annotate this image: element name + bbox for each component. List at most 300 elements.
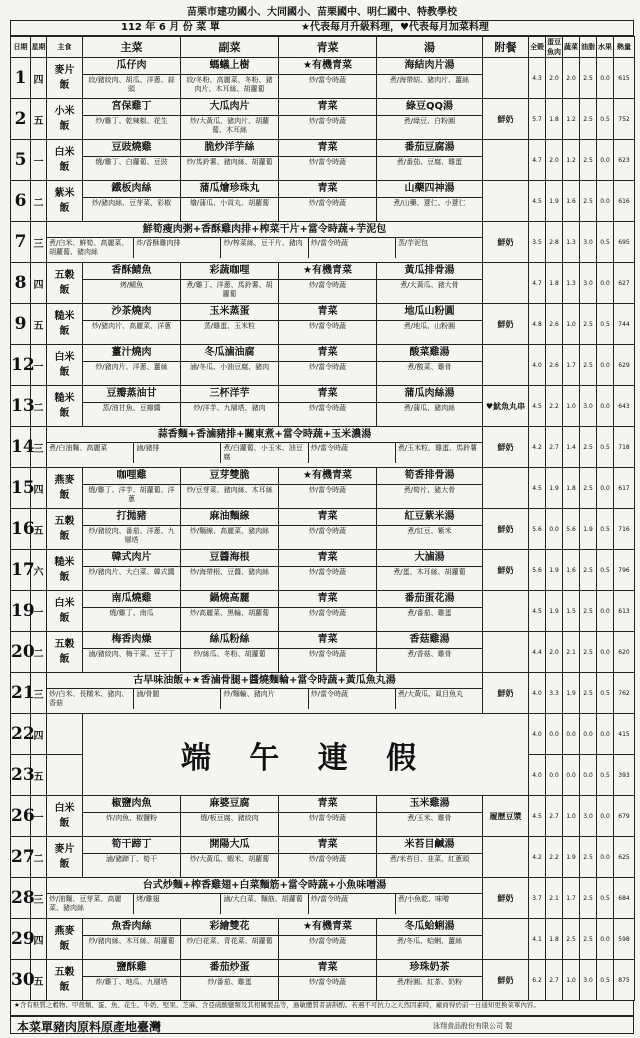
nutrition-value: 415 bbox=[614, 714, 635, 755]
table-row bbox=[11, 140, 635, 181]
nutrition-value: 0.0 bbox=[563, 755, 580, 796]
soup-dish-cell bbox=[377, 837, 483, 878]
side-dish-ingredients: 蒸/雞蛋、玉米粒 bbox=[203, 322, 256, 330]
side-dish-name: 鍋燒高麗 bbox=[181, 591, 278, 608]
nutrition-value: 1.9 bbox=[546, 550, 563, 591]
row-extra: 鮮奶 bbox=[483, 304, 529, 345]
soup-dish-ingredients: 煮/番茄、豆腐、雞蛋 bbox=[396, 158, 463, 166]
vegetable-dish-name: 青菜 bbox=[279, 796, 376, 813]
soup-dish-name: 酸菜雞湯 bbox=[377, 345, 482, 362]
special-meal-cell bbox=[47, 222, 483, 263]
side-dish-name: 番茄炒蛋 bbox=[181, 960, 278, 977]
soup-dish-ingredients: 煮/綠豆、白粉圓 bbox=[403, 117, 456, 125]
main-dish-cell bbox=[83, 632, 181, 673]
soup-dish-ingredients: 煮/冬瓜、蛤蜊、薑絲 bbox=[396, 937, 463, 945]
vegetable-dish-cell bbox=[279, 509, 377, 550]
side-dish-cell bbox=[181, 960, 279, 1001]
side-dish-name: 彩繪雙花 bbox=[181, 919, 278, 936]
special-meal-cell bbox=[47, 878, 483, 919]
main-dish-ingredients: 滷/豬絞肉、梅干菜、豆干丁 bbox=[88, 650, 175, 658]
main-dish-ingredients: 炒/豬絞肉、番茄、洋蔥、九層塔 bbox=[88, 527, 175, 544]
nutrition-value: 0.5 bbox=[597, 673, 614, 714]
row-extra: 鮮奶 bbox=[483, 427, 529, 468]
vegetable-dish-name: ★有機青菜 bbox=[279, 58, 376, 75]
nutrition-value: 875 bbox=[614, 960, 635, 1001]
special-ingredient: 蒸/芋泥包 bbox=[397, 239, 429, 247]
nutrition-value: 0.5 bbox=[597, 99, 614, 140]
side-dish-ingredients: 炒/海帶根、豆醬、豬肉絲 bbox=[189, 568, 270, 576]
nutrition-value: 4.1 bbox=[529, 919, 546, 960]
soup-dish-cell bbox=[377, 140, 483, 181]
soup-dish-cell bbox=[377, 263, 483, 304]
row-weekday: 一 bbox=[31, 591, 47, 632]
nutrition-value: 0.0 bbox=[597, 140, 614, 181]
nutrition-value: 1.3 bbox=[563, 263, 580, 304]
nutrition-value: 0.0 bbox=[597, 796, 614, 837]
vegetable-dish-ingredients: 炒/當令時蔬 bbox=[308, 650, 347, 658]
main-dish-name: 鹽酥雞 bbox=[83, 960, 180, 977]
nutrition-value: 1.6 bbox=[563, 550, 580, 591]
main-dish-ingredients: 滷/豬蹄丁、筍干 bbox=[105, 855, 158, 863]
side-dish-cell bbox=[181, 919, 279, 960]
nutrition-value: 2.0 bbox=[546, 58, 563, 99]
col-nut-veg: 蔬菜 bbox=[563, 37, 580, 58]
col-staple: 主食 bbox=[47, 37, 83, 58]
side-dish-ingredients: 炒/洋芋、九層塔、豬肉 bbox=[193, 404, 266, 412]
row-weekday: 二 bbox=[31, 837, 47, 878]
nutrition-value: 2.5 bbox=[580, 878, 597, 919]
vegetable-dish-name: ★有機青菜 bbox=[279, 263, 376, 280]
side-dish-cell bbox=[181, 345, 279, 386]
row-weekday: 五 bbox=[31, 99, 47, 140]
main-dish-cell bbox=[83, 99, 181, 140]
nutrition-value: 4.5 bbox=[529, 468, 546, 509]
main-dish-ingredients: 烤/鯖魚 bbox=[119, 281, 144, 289]
row-staple: 糙米飯 bbox=[47, 550, 83, 591]
nutrition-value: 1.8 bbox=[546, 263, 563, 304]
special-ingredient: 炸/香酥雞肉排 bbox=[134, 238, 221, 258]
nutrition-value: 5.6 bbox=[529, 509, 546, 550]
col-veg: 青菜 bbox=[279, 37, 377, 58]
main-dish-name: 豆豉燒雞 bbox=[83, 140, 180, 157]
table-row bbox=[11, 837, 635, 878]
vegetable-dish-cell bbox=[279, 550, 377, 591]
vegetable-dish-ingredients: 炒/當令時蔬 bbox=[308, 363, 347, 371]
table-row bbox=[11, 509, 635, 550]
row-date: 30 bbox=[11, 960, 31, 1001]
nutrition-value: 5.6 bbox=[563, 509, 580, 550]
vegetable-dish-name: 青菜 bbox=[279, 345, 376, 362]
menu-table bbox=[10, 36, 635, 1001]
row-extra: 履歷豆漿 bbox=[483, 796, 529, 837]
row-extra: 鮮奶 bbox=[483, 222, 529, 263]
nutrition-value: 2.0 bbox=[546, 632, 563, 673]
soup-dish-name: 珍珠奶茶 bbox=[377, 960, 482, 977]
vegetable-dish-name: 青菜 bbox=[279, 140, 376, 157]
menu-legend: ★代表每月升級料理，♥代表每月加菜料理 bbox=[301, 22, 489, 33]
row-date: 1 bbox=[11, 58, 31, 99]
col-date: 日期 bbox=[11, 37, 31, 58]
vegetable-dish-name: 青菜 bbox=[279, 509, 376, 526]
col-nut-protein: 蛋豆魚肉 bbox=[547, 38, 561, 56]
main-dish-ingredients: 蒸/油甘魚、豆瓣醬 bbox=[102, 404, 161, 412]
side-dish-cell bbox=[181, 386, 279, 427]
company-name: 泳翔食品股份有限公司 製 bbox=[433, 1022, 513, 1030]
row-date: 9 bbox=[11, 304, 31, 345]
special-meal-cell bbox=[47, 673, 483, 714]
col-side: 副菜 bbox=[181, 37, 279, 58]
nutrition-value: 1.8 bbox=[563, 468, 580, 509]
nutrition-value: 2.5 bbox=[580, 837, 597, 878]
nutrition-value: 3.3 bbox=[546, 673, 563, 714]
nutrition-value: 1.7 bbox=[563, 878, 580, 919]
main-dish-cell bbox=[83, 550, 181, 591]
nutrition-value: 0.0 bbox=[597, 468, 614, 509]
soup-dish-name: 海結肉片湯 bbox=[377, 58, 482, 75]
soup-dish-cell bbox=[377, 796, 483, 837]
nutrition-value: 1.2 bbox=[563, 140, 580, 181]
row-staple: 麥片飯 bbox=[47, 837, 83, 878]
soup-dish-cell bbox=[377, 550, 483, 591]
side-dish-cell bbox=[181, 632, 279, 673]
row-extra: 鮮奶 bbox=[483, 878, 529, 919]
side-dish-name: 冬瓜滷油腐 bbox=[181, 345, 278, 362]
side-dish-name: 彩蔬咖哩 bbox=[181, 263, 278, 280]
main-dish-cell bbox=[83, 304, 181, 345]
soup-dish-cell bbox=[377, 591, 483, 632]
nutrition-value: 1.5 bbox=[563, 591, 580, 632]
main-dish-ingredients: 絞/豬絞肉、胡瓜、洋蔥、蒜頭 bbox=[88, 76, 175, 93]
nutrition-value: 0.0 bbox=[597, 386, 614, 427]
nutrition-value: 0.5 bbox=[597, 550, 614, 591]
nutrition-value: 2.5 bbox=[580, 427, 597, 468]
table-row bbox=[11, 345, 635, 386]
nutrition-value: 629 bbox=[614, 345, 635, 386]
nutrition-value: 2.1 bbox=[563, 632, 580, 673]
nutrition-value: 1.6 bbox=[563, 181, 580, 222]
row-date: 22 bbox=[11, 714, 31, 755]
vegetable-dish-ingredients: 炒/當令時蔬 bbox=[308, 199, 347, 207]
title-bar bbox=[10, 20, 634, 36]
table-row bbox=[11, 878, 635, 919]
special-meal-ingredients bbox=[47, 238, 482, 258]
table-row bbox=[11, 632, 635, 673]
nutrition-value: 643 bbox=[614, 386, 635, 427]
nutrition-value: 1.3 bbox=[563, 222, 580, 263]
nutrition-value: 616 bbox=[614, 181, 635, 222]
nutrition-value: 617 bbox=[614, 468, 635, 509]
vegetable-dish-ingredients: 炒/當令時蔬 bbox=[308, 568, 347, 576]
nutrition-value: 2.5 bbox=[580, 99, 597, 140]
side-dish-cell bbox=[181, 837, 279, 878]
special-ingredient: 煮/白米、鮮筍、高麗菜、胡蘿蔔、豬肉絲 bbox=[47, 238, 134, 258]
table-row bbox=[11, 550, 635, 591]
row-weekday: 一 bbox=[31, 796, 47, 837]
main-dish-name: 椒鹽肉魚 bbox=[83, 796, 180, 813]
row-weekday: 三 bbox=[31, 427, 47, 468]
main-dish-ingredients: 燒/雞丁、白蘿蔔、豆豉 bbox=[95, 158, 168, 166]
nutrition-value: 2.7 bbox=[546, 796, 563, 837]
soup-dish-ingredients: 煮/地瓜、山粉圓 bbox=[403, 322, 456, 330]
row-date: 27 bbox=[11, 837, 31, 878]
nutrition-value: 2.5 bbox=[580, 632, 597, 673]
nutrition-value: 1.0 bbox=[563, 304, 580, 345]
main-dish-cell bbox=[83, 796, 181, 837]
row-weekday: 二 bbox=[31, 181, 47, 222]
side-dish-cell bbox=[181, 550, 279, 591]
vegetable-dish-name: 青菜 bbox=[279, 591, 376, 608]
special-ingredient: 炒/當令時蔬 bbox=[309, 238, 396, 258]
nutrition-value: 2.5 bbox=[580, 304, 597, 345]
vegetable-dish-name: ★有機青菜 bbox=[279, 919, 376, 936]
vegetable-dish-ingredients: 炒/當令時蔬 bbox=[308, 527, 347, 535]
main-dish-cell bbox=[83, 591, 181, 632]
row-weekday: 四 bbox=[31, 468, 47, 509]
soup-dish-ingredients: 煮/筍片、豬大骨 bbox=[403, 486, 456, 494]
nutrition-value: 718 bbox=[614, 427, 635, 468]
nutrition-value: 679 bbox=[614, 796, 635, 837]
vegetable-dish-cell bbox=[279, 468, 377, 509]
soup-dish-name: 蒲瓜肉絲湯 bbox=[377, 386, 482, 403]
row-date: 5 bbox=[11, 140, 31, 181]
nutrition-value: 1.8 bbox=[546, 99, 563, 140]
special-ingredient: 炒/當令時蔬 bbox=[309, 443, 396, 463]
special-ingredient: 煮/白油麵、高麗菜 bbox=[47, 443, 134, 463]
nutrition-value: 0.5 bbox=[597, 878, 614, 919]
nutrition-value: 2.6 bbox=[546, 304, 563, 345]
soup-dish-ingredients: 煮/蛋、木耳絲、胡蘿蔔 bbox=[393, 568, 466, 576]
nutrition-value: 2.0 bbox=[546, 140, 563, 181]
side-dish-name: 豆醬海根 bbox=[181, 550, 278, 567]
row-extra bbox=[483, 263, 529, 304]
row-date: 17 bbox=[11, 550, 31, 591]
side-dish-ingredients: 炒/豆芽菜、豬肉絲、木耳絲 bbox=[186, 486, 273, 494]
main-dish-ingredients: 炒/豬肉片、洋蔥、薑絲 bbox=[95, 363, 168, 371]
side-dish-cell bbox=[181, 591, 279, 632]
row-date: 21 bbox=[11, 673, 31, 714]
soup-dish-cell bbox=[377, 960, 483, 1001]
special-meal-title: 蒜香麵+香滷豬排+關東煮+當令時蔬+玉米濃湯 bbox=[47, 427, 482, 443]
nutrition-value: 2.8 bbox=[546, 222, 563, 263]
row-extra: 鮮奶 bbox=[483, 673, 529, 714]
nutrition-value: 2.5 bbox=[580, 591, 597, 632]
side-dish-cell bbox=[181, 509, 279, 550]
nutrition-value: 4.8 bbox=[529, 304, 546, 345]
soup-dish-ingredients: 煮/番茄、雞蛋 bbox=[407, 609, 452, 617]
side-dish-name: 麻油麵線 bbox=[181, 509, 278, 526]
vegetable-dish-cell bbox=[279, 58, 377, 99]
nutrition-value: 1.9 bbox=[546, 591, 563, 632]
side-dish-ingredients: 炒/番茄、雞蛋 bbox=[207, 978, 252, 986]
vegetable-dish-ingredients: 炒/當令時蔬 bbox=[308, 281, 347, 289]
vegetable-dish-name: ★有機青菜 bbox=[279, 468, 376, 485]
nutrition-value: 0.0 bbox=[597, 919, 614, 960]
vegetable-dish-ingredients: 炒/當令時蔬 bbox=[308, 158, 347, 166]
holiday-banner: 端 午 連 假 bbox=[83, 714, 529, 796]
vegetable-dish-ingredients: 炒/當令時蔬 bbox=[308, 117, 347, 125]
nutrition-value: 2.5 bbox=[580, 468, 597, 509]
nutrition-value: 4.5 bbox=[529, 181, 546, 222]
soup-dish-ingredients: 煮/酸菜、雞骨 bbox=[407, 363, 452, 371]
row-extra bbox=[483, 140, 529, 181]
row-staple: 白米飯 bbox=[47, 140, 83, 181]
row-date: 15 bbox=[11, 468, 31, 509]
nutrition-value: 2.5 bbox=[580, 140, 597, 181]
special-meal-cell bbox=[47, 427, 483, 468]
row-weekday: 二 bbox=[31, 386, 47, 427]
special-ingredient: 炒/白米、長糯米、豬肉、香菇 bbox=[47, 689, 134, 709]
vegetable-dish-name: 青菜 bbox=[279, 960, 376, 977]
row-weekday: 四 bbox=[31, 263, 47, 304]
special-ingredient: 煮/玉米粒、雞蛋、馬鈴薯 bbox=[397, 444, 478, 452]
side-dish-ingredients: 煮/雞丁、洋蔥、馬鈴薯、胡蘿蔔 bbox=[186, 281, 273, 298]
nutrition-value: 2.5 bbox=[580, 919, 597, 960]
main-dish-cell bbox=[83, 837, 181, 878]
nutrition-value: 0.0 bbox=[546, 755, 563, 796]
main-dish-cell bbox=[83, 345, 181, 386]
main-dish-name: 薑汁燒肉 bbox=[83, 345, 180, 362]
nutrition-value: 2.5 bbox=[580, 673, 597, 714]
soup-dish-cell bbox=[377, 468, 483, 509]
main-dish-name: 瓜仔肉 bbox=[83, 58, 180, 75]
row-date: 23 bbox=[11, 755, 31, 796]
side-dish-name: 大瓜肉片 bbox=[181, 99, 278, 116]
row-date: 26 bbox=[11, 796, 31, 837]
row-weekday: 三 bbox=[31, 878, 47, 919]
special-meal-ingredients bbox=[47, 894, 482, 914]
nutrition-value: 0.0 bbox=[580, 755, 597, 796]
row-extra bbox=[483, 58, 529, 99]
menu-sheet bbox=[10, 6, 634, 1034]
vegetable-dish-name: 青菜 bbox=[279, 99, 376, 116]
main-dish-cell bbox=[83, 140, 181, 181]
main-dish-name: 打拋豬 bbox=[83, 509, 180, 526]
nutrition-value: 4.0 bbox=[529, 673, 546, 714]
allergen-note: ★含有麩質之穀物、甲殼類、蛋、魚、花生、牛奶、堅果、芝麻、含亞硫酸鹽類及其相關製品等，過敏體質者請斟酌。若遇不可抗力之天然因素時，廠商得於前一日通知更換菜單內容。 bbox=[10, 1000, 634, 1016]
main-dish-ingredients: 燒/雞丁、南瓜 bbox=[109, 609, 154, 617]
nutrition-value: 1.0 bbox=[563, 960, 580, 1001]
menu-title: 112 年 6 月 份 菜 單 bbox=[121, 22, 220, 33]
main-dish-ingredients: 炒/豬肉絲、木耳絲、胡蘿蔔 bbox=[88, 937, 175, 945]
soup-dish-name: 大滷湯 bbox=[377, 550, 482, 567]
vegetable-dish-name: 青菜 bbox=[279, 386, 376, 403]
table-row bbox=[11, 222, 635, 263]
special-ingredient: 炒/油麵、豆芽菜、高麗菜、豬肉絲 bbox=[47, 894, 134, 914]
soup-dish-name: 紅豆紫米湯 bbox=[377, 509, 482, 526]
row-extra bbox=[483, 468, 529, 509]
nutrition-value: 2.7 bbox=[546, 427, 563, 468]
nutrition-value: 3.0 bbox=[580, 263, 597, 304]
nutrition-value: 2.6 bbox=[546, 345, 563, 386]
table-row bbox=[11, 960, 635, 1001]
row-staple: 麥片飯 bbox=[47, 58, 83, 99]
side-dish-cell bbox=[181, 304, 279, 345]
vegetable-dish-cell bbox=[279, 796, 377, 837]
side-dish-name: 絲瓜粉絲 bbox=[181, 632, 278, 649]
special-ingredient: 煮/小魚乾、味噌 bbox=[397, 895, 450, 903]
row-extra: ♥魷魚丸串 bbox=[483, 386, 529, 427]
main-dish-name: 筍干蹄丁 bbox=[83, 837, 180, 854]
special-ingredient: 炒/當令時蔬 bbox=[309, 689, 396, 709]
soup-dish-cell bbox=[377, 304, 483, 345]
nutrition-value: 3.0 bbox=[580, 960, 597, 1001]
side-dish-ingredients: 燴/蒲瓜、小貢丸、胡蘿蔔 bbox=[189, 199, 270, 207]
nutrition-value: 744 bbox=[614, 304, 635, 345]
nutrition-value: 1.9 bbox=[546, 181, 563, 222]
nutrition-value: 0.5 bbox=[597, 755, 614, 796]
row-weekday: 四 bbox=[31, 919, 47, 960]
row-staple bbox=[47, 755, 83, 796]
nutrition-value: 3.5 bbox=[529, 222, 546, 263]
side-dish-ingredients: 炒/馬鈴薯、豬肉絲、胡蘿蔔 bbox=[186, 158, 273, 166]
soup-dish-name: 玉米雞湯 bbox=[377, 796, 482, 813]
soup-dish-name: 米苔目鹹湯 bbox=[377, 837, 482, 854]
side-dish-name: 開陽大瓜 bbox=[181, 837, 278, 854]
col-nut-fruit: 水果 bbox=[597, 37, 614, 58]
nutrition-value: 4.0 bbox=[529, 755, 546, 796]
main-dish-name: 梅香肉燥 bbox=[83, 632, 180, 649]
vegetable-dish-ingredients: 炒/當令時蔬 bbox=[308, 486, 347, 494]
vegetable-dish-name: 青菜 bbox=[279, 550, 376, 567]
nutrition-value: 2.5 bbox=[580, 345, 597, 386]
side-dish-cell bbox=[181, 140, 279, 181]
nutrition-value: 0.5 bbox=[597, 222, 614, 263]
nutrition-value: 1.7 bbox=[563, 345, 580, 386]
vegetable-dish-cell bbox=[279, 919, 377, 960]
row-weekday: 一 bbox=[31, 140, 47, 181]
row-staple: 燕麥飯 bbox=[47, 468, 83, 509]
nutrition-value: 1.9 bbox=[563, 837, 580, 878]
nutrition-value: 684 bbox=[614, 878, 635, 919]
side-dish-cell bbox=[181, 58, 279, 99]
row-weekday: 五 bbox=[31, 304, 47, 345]
soup-dish-cell bbox=[377, 99, 483, 140]
nutrition-value: 0.5 bbox=[597, 509, 614, 550]
soup-dish-name: 山藥四神湯 bbox=[377, 181, 482, 198]
nutrition-value: 2.5 bbox=[580, 58, 597, 99]
side-dish-cell bbox=[181, 99, 279, 140]
side-dish-ingredients: 炒/麵線、高麗菜、豬肉絲 bbox=[189, 527, 270, 535]
nutrition-value: 5.6 bbox=[529, 550, 546, 591]
row-staple: 白米飯 bbox=[47, 345, 83, 386]
row-extra bbox=[483, 181, 529, 222]
nutrition-value: 0.5 bbox=[597, 304, 614, 345]
row-staple: 五穀飯 bbox=[47, 632, 83, 673]
nutrition-value: 4.0 bbox=[529, 714, 546, 755]
nutrition-value: 2.2 bbox=[546, 386, 563, 427]
side-dish-ingredients: 滷/冬瓜、小油豆腐、豬肉 bbox=[189, 363, 270, 371]
table-row bbox=[11, 796, 635, 837]
nutrition-value: 716 bbox=[614, 509, 635, 550]
soup-dish-cell bbox=[377, 386, 483, 427]
vegetable-dish-cell bbox=[279, 140, 377, 181]
nutrition-value: 2.5 bbox=[580, 181, 597, 222]
vegetable-dish-ingredients: 炒/當令時蔬 bbox=[308, 978, 347, 986]
soup-dish-cell bbox=[377, 345, 483, 386]
row-staple: 小米飯 bbox=[47, 99, 83, 140]
soup-dish-cell bbox=[377, 632, 483, 673]
nutrition-value: 615 bbox=[614, 58, 635, 99]
header-row bbox=[11, 37, 635, 58]
row-date: 8 bbox=[11, 263, 31, 304]
nutrition-value: 3.0 bbox=[580, 796, 597, 837]
special-ingredient: 滷/大白菜、麵筋、胡蘿蔔 bbox=[221, 894, 308, 914]
nutrition-value: 3.0 bbox=[580, 222, 597, 263]
row-date: 16 bbox=[11, 509, 31, 550]
row-extra bbox=[483, 591, 529, 632]
special-meal-title: 鮮筍瘦肉粥+香酥雞肉排+榨菜干片+當令時蔬+芋泥包 bbox=[47, 222, 482, 238]
special-meal-ingredients bbox=[47, 689, 482, 709]
